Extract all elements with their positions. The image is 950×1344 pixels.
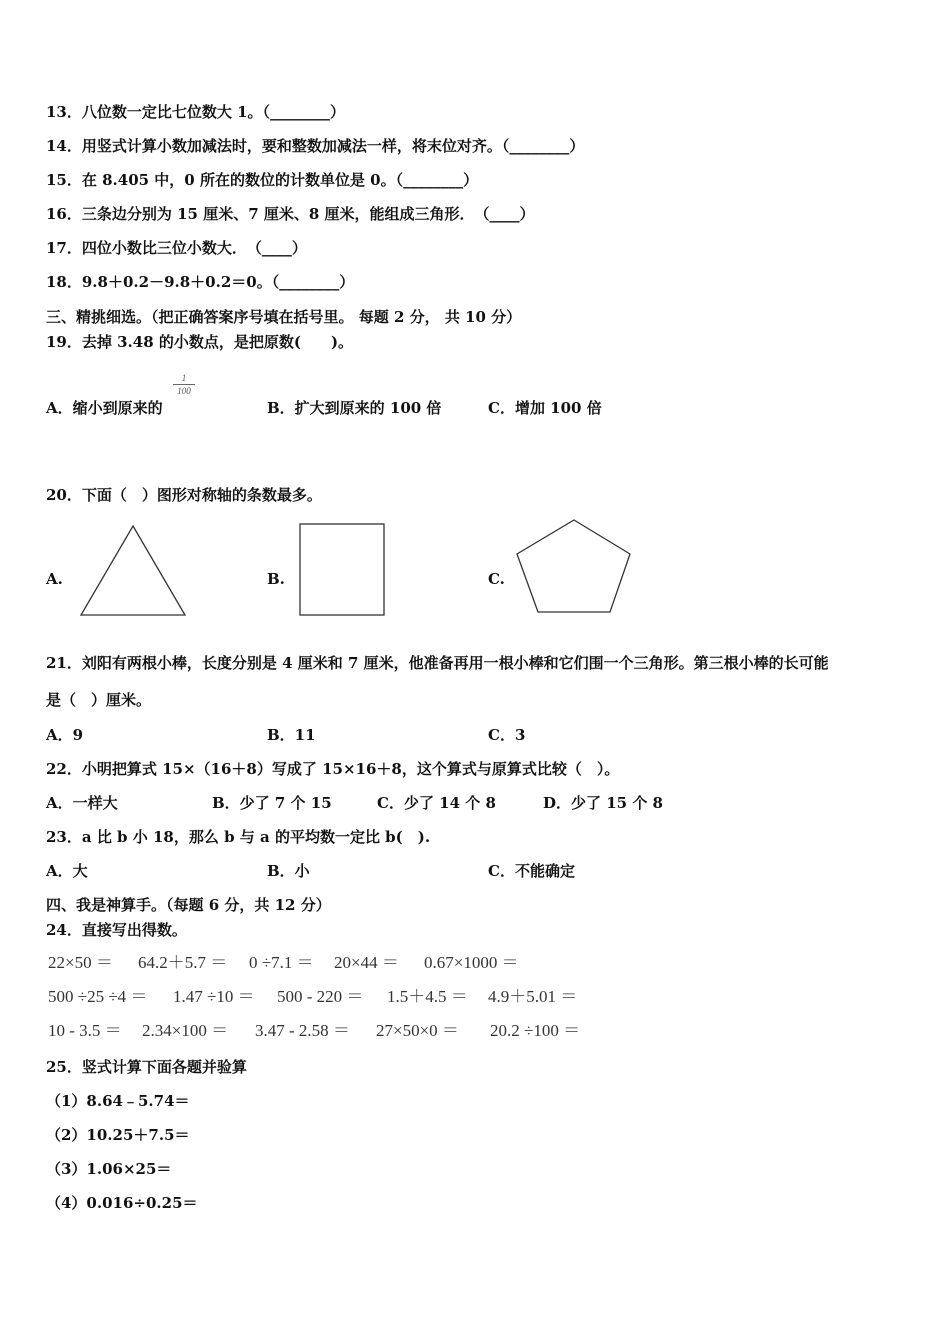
section-4-heading: 四、我是神算手。（每题 6 分，共 12 分）: [46, 896, 331, 914]
question-21-option-b: B．11: [267, 726, 316, 744]
calc-item: 20×44 ＝: [334, 953, 399, 972]
calc-item: 3.47 - 2.58 ＝: [255, 1021, 350, 1040]
question-15: 15．在 8.405 中，0 所在的数位的计数单位是 0。（________）: [46, 171, 479, 189]
question-23-option-b: B．小: [267, 862, 310, 880]
calc-item: 500 - 220 ＝: [277, 987, 364, 1006]
question-23-stem: 23．a 比 b 小 18，那么 b 与 a 的平均数一定比 b( ).: [46, 828, 431, 846]
calc-item: 20.2 ÷100 ＝: [490, 1021, 581, 1040]
question-19-option-c: C．增加 100 倍: [488, 399, 602, 417]
question-21-stem-line-1: 21．刘阳有两根小棒，长度分别是 4 厘米和 7 厘米，他准备再用一根小棒和它们围一个三角形。第三根小棒的长可能: [46, 654, 829, 672]
question-23-option-c: C．不能确定: [488, 862, 575, 880]
calc-item: 64.2＋5.7 ＝: [138, 953, 228, 972]
fraction-one-hundredth: [173, 373, 195, 396]
calc-item: 0 ÷7.1 ＝: [249, 953, 314, 972]
calc-item: 500 ÷25 ÷4 ＝: [48, 987, 148, 1006]
question-22-stem: 22．小明把算式 15×（16＋8）写成了 15×16＋8，这个算式与原算式比较（ ）。: [46, 760, 620, 778]
question-17: 17．四位小数比三位小数大． （____）: [46, 239, 307, 257]
question-18: 18．9.8＋0.2－9.8＋0.2＝0。（________）: [46, 273, 355, 291]
question-13: 13．八位数一定比七位数大 1。（________）: [46, 103, 346, 121]
calc-item: 1.47 ÷10 ＝: [173, 987, 255, 1006]
fraction-denominator: 100: [177, 386, 191, 396]
calc-item: 10 - 3.5 ＝: [48, 1021, 122, 1040]
question-25-item-2: （2）10.25＋7.5＝: [46, 1126, 190, 1144]
question-22-option-d: D．少了 15 个 8: [543, 794, 663, 812]
question-22-option-a: A．一样大: [46, 794, 118, 812]
question-14: 14．用竖式计算小数加减法时，要和整数加减法一样，将末位对齐。（________）: [46, 137, 585, 155]
question-19-option-a: A．缩小到原来的: [46, 399, 163, 417]
question-20-stem: 20．下面（ ）图形对称轴的条数最多。: [46, 486, 322, 504]
question-25-item-4: （4）0.016÷0.25＝: [46, 1194, 198, 1212]
calc-item: 2.34×100 ＝: [142, 1021, 229, 1040]
question-20-option-c: C.: [488, 570, 505, 588]
question-21-stem-line-2: 是（ ）厘米。: [46, 691, 152, 709]
question-24-stem: 24．直接写出得数。: [46, 921, 187, 939]
calc-item: 27×50×0 ＝: [376, 1021, 459, 1040]
section-3-heading: 三、精挑细选。（把正确答案序号填在括号里。 每题 2 分， 共 10 分）: [46, 308, 522, 326]
calc-item: 4.9＋5.01 ＝: [488, 987, 578, 1006]
question-16: 16．三条边分别为 15 厘米、7 厘米、8 厘米，能组成三角形． （____）: [46, 205, 535, 223]
question-23-option-a: A．大: [46, 862, 88, 880]
question-22-option-c: C．少了 14 个 8: [377, 794, 496, 812]
question-20-option-b: B.: [267, 570, 285, 588]
calc-item: 1.5＋4.5 ＝: [387, 987, 468, 1006]
question-25-stem: 25．竖式计算下面各题并验算: [46, 1058, 247, 1076]
question-22-option-b: B．少了 7 个 15: [212, 794, 332, 812]
square-figure: [298, 522, 386, 617]
calc-item: 0.67×1000 ＝: [424, 953, 519, 972]
pentagon-figure: [514, 518, 634, 616]
calc-item: 22×50 ＝: [48, 953, 113, 972]
fraction-numerator: 1: [181, 373, 187, 383]
question-20-option-a: A.: [46, 570, 63, 588]
question-21-option-a: A．9: [46, 726, 84, 744]
question-25-item-3: （3）1.06×25＝: [46, 1160, 172, 1178]
triangle-figure: [78, 524, 188, 618]
question-19-stem: 19．去掉 3.48 的小数点，是把原数( )。: [46, 333, 354, 351]
question-19-option-b: B．扩大到原来的 100 倍: [267, 399, 442, 417]
question-21-option-c: C．3: [488, 726, 526, 744]
question-25-item-1: （1）8.64﹣5.74＝: [46, 1092, 190, 1110]
